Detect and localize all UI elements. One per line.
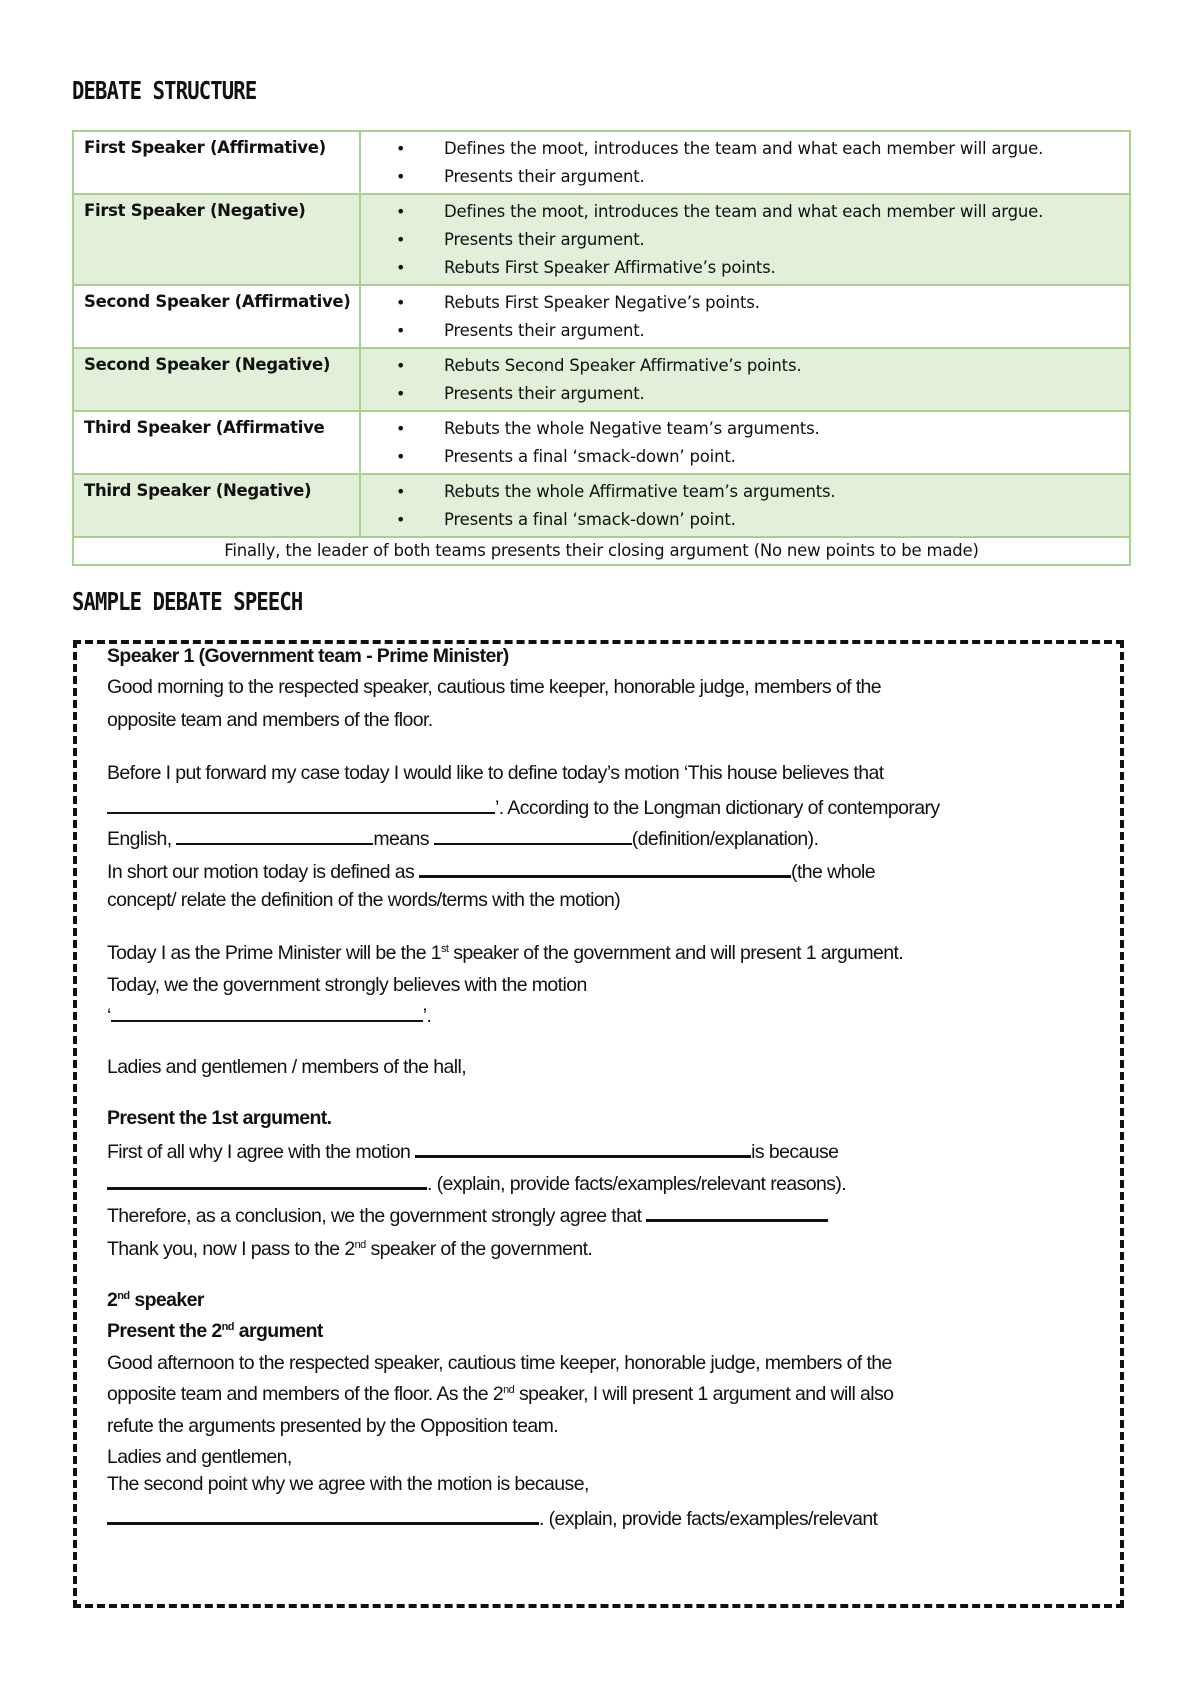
- duty-item: [361, 254, 1121, 282]
- motion-definition-line2: [107, 794, 940, 820]
- meaning-blank[interactable]: [434, 825, 632, 845]
- duty-text: Defines the moot, introduces the team and what each member will argue.: [444, 139, 1044, 158]
- reason-blank[interactable]: [107, 1169, 427, 1190]
- duty-item: [361, 317, 1121, 345]
- duty-item: [361, 352, 1121, 380]
- duty-item: [361, 478, 1121, 506]
- duty-list: [361, 289, 1121, 345]
- duty-item: [361, 415, 1121, 443]
- duty-item: [361, 163, 1121, 191]
- term-blank[interactable]: [176, 825, 373, 845]
- pass-line: Thank you, now I pass to the 2nd speaker of the government.: [107, 1238, 593, 1260]
- structure-row: [73, 194, 1130, 285]
- duty-item: [361, 443, 1121, 471]
- second-point-line1: The second point why we agree with the motion is because,: [107, 1473, 589, 1495]
- second-reason-blank[interactable]: [107, 1504, 539, 1525]
- duty-item: [361, 380, 1121, 408]
- whole-concept-hint: (the whole: [791, 861, 876, 883]
- intro-line3: ‘ ’.: [107, 1002, 431, 1028]
- speaker-role: First Speaker (Affirmative): [73, 131, 360, 194]
- bullet-icon: •: [396, 258, 406, 277]
- bullet-icon: •: [396, 419, 406, 438]
- conclusion-line: Therefore, as a conclusion, we the government strongly agree that: [107, 1201, 828, 1228]
- speaker-role: First Speaker (Negative): [73, 194, 360, 285]
- debate-structure-heading: DEBATE STRUCTURE: [72, 76, 257, 105]
- structure-row: [73, 474, 1130, 537]
- speaker1-heading: Speaker 1 (Government team - Prime Minister): [107, 645, 509, 667]
- speaker-duties: [360, 474, 1130, 537]
- agree-motion-blank[interactable]: [415, 1137, 751, 1158]
- speaker2-address: Ladies and gentlemen,: [107, 1446, 292, 1468]
- bullet-icon: •: [396, 321, 406, 340]
- bullet-icon: •: [396, 139, 406, 158]
- bullet-icon: •: [396, 482, 406, 501]
- speaker-duties: [360, 131, 1130, 194]
- motion-definition-line4: [107, 857, 875, 884]
- intro-line2: Today, we the government strongly believes with the motion: [107, 974, 587, 996]
- speaker2-greeting-line2: opposite team and members of the floor. As the 2nd speaker, I will present 1 argument and will also: [107, 1383, 894, 1405]
- speaker-duties: [360, 348, 1130, 411]
- english-label: English,: [107, 828, 172, 850]
- duty-item: [361, 135, 1121, 163]
- closing-note: Finally, the leader of both teams presents their closing argument (No new points to be made): [73, 537, 1130, 565]
- means-label: means: [373, 828, 429, 850]
- duty-text: Presents a final ‘smack-down’ point.: [444, 510, 736, 529]
- duty-item: [361, 198, 1121, 226]
- bullet-icon: •: [396, 447, 406, 466]
- speaker2-greeting-line3: refute the arguments presented by the Opposition team.: [107, 1415, 559, 1437]
- speaker-duties: [360, 194, 1130, 285]
- speaker1-greeting-line2: opposite team and members of the floor.: [107, 709, 433, 731]
- debate-structure-table: [72, 130, 1131, 566]
- speaker-duties: [360, 285, 1130, 348]
- speaker-role: Third Speaker (Affirmative: [73, 411, 360, 474]
- speaker-role: Second Speaker (Affirmative): [73, 285, 360, 348]
- structure-row: [73, 411, 1130, 474]
- duty-text: Rebuts Second Speaker Affirmative’s points.: [444, 356, 802, 375]
- structure-row: [73, 131, 1130, 194]
- bullet-icon: •: [396, 202, 406, 221]
- motion-blank[interactable]: [107, 794, 495, 814]
- duty-text: Rebuts First Speaker Affirmative’s points.: [444, 258, 776, 277]
- bullet-icon: •: [396, 230, 406, 249]
- motion-definition-line3: [107, 825, 818, 851]
- duty-list: [361, 478, 1121, 534]
- duty-list: [361, 198, 1121, 282]
- first-argument-line2: . (explain, provide facts/examples/relevant reasons).: [107, 1169, 846, 1196]
- short-definition-label: In short our motion today is defined as: [107, 861, 415, 883]
- bullet-icon: •: [396, 293, 406, 312]
- sample-speech-heading: SAMPLE DEBATE SPEECH: [72, 587, 303, 616]
- speaker-duties: [360, 411, 1130, 474]
- speaker1-greeting-line1: Good morning to the respected speaker, cautious time keeper, honorable judge, members of the: [107, 676, 882, 698]
- dictionary-text: ’. According to the Longman dictionary of contemporary: [495, 797, 940, 819]
- conclusion-blank[interactable]: [646, 1201, 828, 1222]
- duty-text: Rebuts First Speaker Negative’s points.: [444, 293, 760, 312]
- speaker2-heading: 2nd speaker: [107, 1289, 204, 1311]
- duty-text: Rebuts the whole Affirmative team’s arguments.: [444, 482, 836, 501]
- whole-concept-blank[interactable]: [419, 857, 791, 878]
- speaker-role: Third Speaker (Negative): [73, 474, 360, 537]
- structure-row: [73, 348, 1130, 411]
- duty-text: Presents their argument.: [444, 167, 645, 186]
- duty-item: [361, 226, 1121, 254]
- speaker-role: Second Speaker (Negative): [73, 348, 360, 411]
- intro-line1: Today I as the Prime Minister will be the 1st speaker of the government and will present 1 argument.: [107, 942, 904, 964]
- bullet-icon: •: [396, 510, 406, 529]
- structure-row: [73, 285, 1130, 348]
- first-argument-heading: Present the 1st argument.: [107, 1107, 332, 1129]
- motion-definition-line5: concept/ relate the definition of the words/terms with the motion): [107, 889, 621, 911]
- speaker2-greeting-line1: Good afternoon to the respected speaker, cautious time keeper, honorable judge, members of the: [107, 1352, 892, 1374]
- second-argument-heading: Present the 2nd argument: [107, 1320, 323, 1342]
- duty-text: Presents a final ‘smack-down’ point.: [444, 447, 736, 466]
- second-point-line2: . (explain, provide facts/examples/relevant: [107, 1504, 877, 1531]
- motion-quote-blank[interactable]: [111, 1002, 423, 1022]
- duty-item: [361, 289, 1121, 317]
- duty-item: [361, 506, 1121, 534]
- address-line: Ladies and gentlemen / members of the hall,: [107, 1056, 467, 1078]
- bullet-icon: •: [396, 356, 406, 375]
- bullet-icon: •: [396, 167, 406, 186]
- definition-hint: (definition/explanation).: [631, 828, 819, 850]
- first-argument-line1: First of all why I agree with the motion is because: [107, 1137, 838, 1164]
- motion-definition-line1: Before I put forward my case today I would like to define today’s motion ‘This house believes that: [107, 762, 884, 784]
- duty-list: [361, 352, 1121, 408]
- bullet-icon: •: [396, 384, 406, 403]
- structure-footer-row: [73, 537, 1130, 565]
- duty-text: Defines the moot, introduces the team and what each member will argue.: [444, 202, 1044, 221]
- duty-list: [361, 415, 1121, 471]
- duty-list: [361, 135, 1121, 191]
- duty-text: Presents their argument.: [444, 230, 645, 249]
- duty-text: Presents their argument.: [444, 384, 645, 403]
- duty-text: Rebuts the whole Negative team’s arguments.: [444, 419, 820, 438]
- duty-text: Presents their argument.: [444, 321, 645, 340]
